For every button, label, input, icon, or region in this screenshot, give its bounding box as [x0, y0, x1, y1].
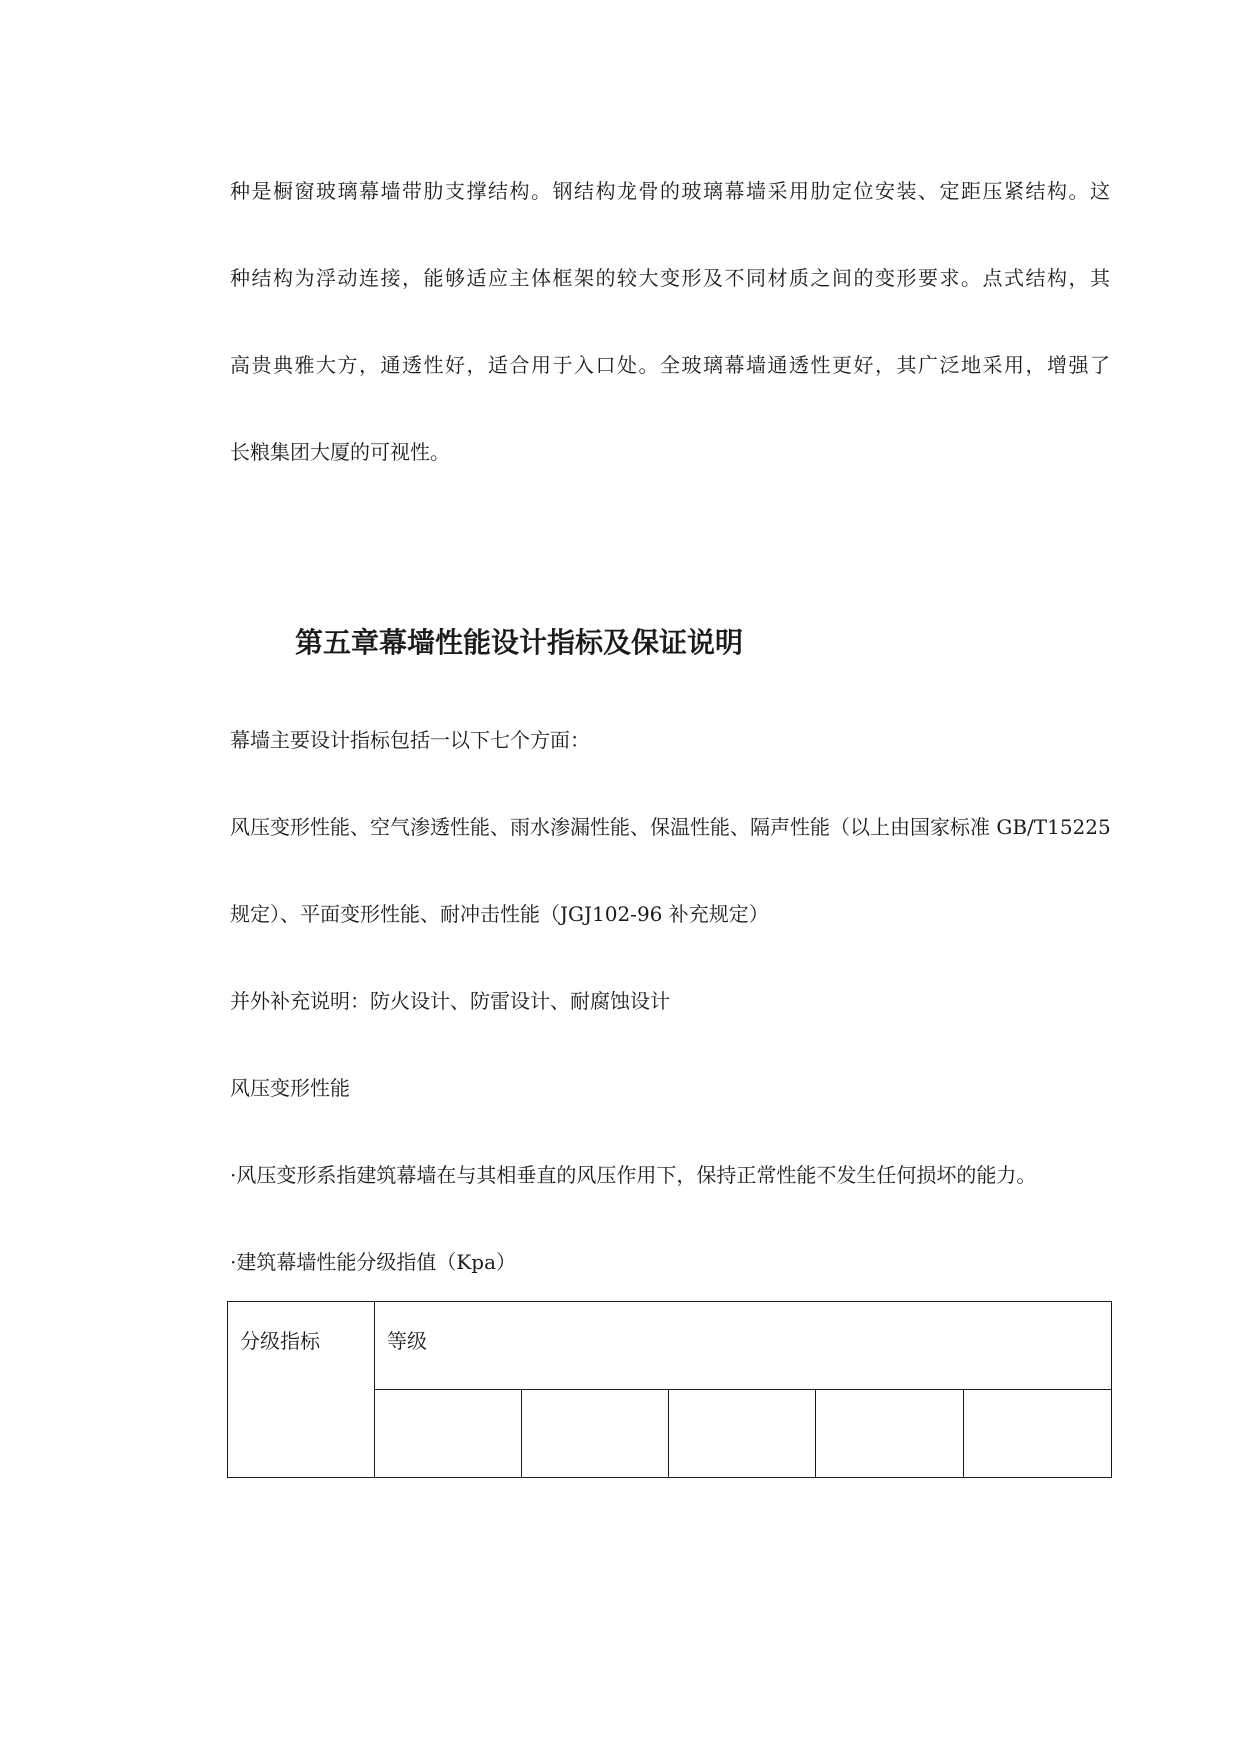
- table-header-index-cell: [228, 1302, 375, 1478]
- intro-line-1: 种是橱窗玻璃幕墙带肋支撑结构。钢结构龙骨的玻璃幕墙采用肋定位安装、定距压紧结构。这: [230, 179, 1110, 203]
- table-header-index-label: 分级指标: [240, 1329, 320, 1353]
- grading-table: [227, 1301, 1112, 1478]
- table-grade-cell-4: [816, 1390, 964, 1478]
- intro-line-3: 高贵典雅大方，通透性好，适合用于入口处。全玻璃幕墙通透性更好，其广泛地采用，增强了: [230, 353, 1110, 377]
- table-header-row: [228, 1302, 1112, 1390]
- table-grade-cell-3: [669, 1390, 816, 1478]
- table-grade-cell-5: [964, 1390, 1112, 1478]
- grading-values-bullet: ·建筑幕墙性能分级指值（Kpa）: [230, 1250, 517, 1274]
- chapter-heading: 第五章幕墙性能设计指标及保证说明: [295, 626, 744, 659]
- wind-pressure-subheading: 风压变形性能: [230, 1076, 350, 1100]
- wind-pressure-definition-bullet: ·风压变形系指建筑幕墙在与其相垂直的风压作用下，保持正常性能不发生任何损坏的能力。: [230, 1163, 1037, 1187]
- intro-line-4: 长粮集团大厦的可视性。: [230, 440, 450, 464]
- intro-line-2: 种结构为浮动连接，能够适应主体框架的较大变形及不同材质之间的变形要求。点式结构，其: [230, 266, 1110, 290]
- table-grade-cell-2: [522, 1390, 669, 1478]
- table-header-grade-cell: [375, 1302, 1112, 1390]
- performance-items-line-2: 规定）、平面变形性能、耐冲击性能（JGJ102-96 补充规定）: [230, 902, 769, 926]
- table-header-grade-label: 等级: [387, 1329, 427, 1353]
- supplement-line: 并外补充说明：防火设计、防雷设计、耐腐蚀设计: [230, 989, 670, 1013]
- design-index-summary: 幕墙主要设计指标包括一以下七个方面：: [230, 728, 590, 752]
- table-grade-cell-1: [375, 1390, 522, 1478]
- performance-items-line-1: 风压变形性能、空气渗透性能、雨水渗漏性能、保温性能、隔声性能（以上由国家标准 GB/T15225: [230, 815, 1111, 839]
